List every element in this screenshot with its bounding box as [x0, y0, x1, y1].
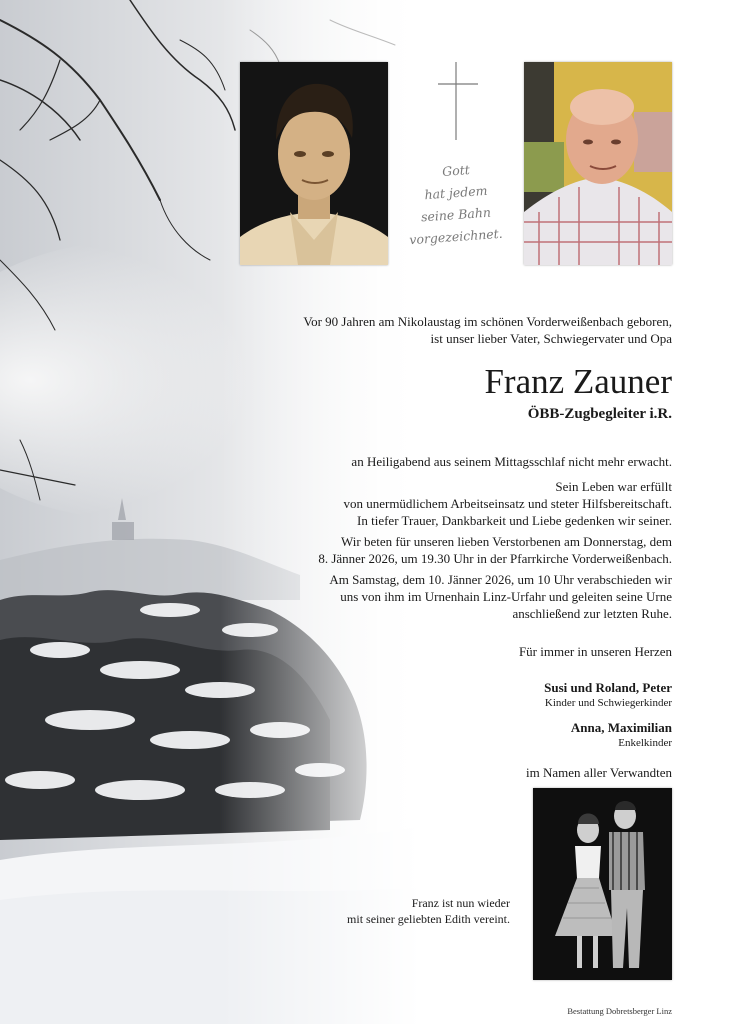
- motto-line: hat jedem: [424, 182, 488, 203]
- intro-line: ist unser lieber Vater, Schwiegervater und Opa: [430, 331, 672, 346]
- paragraph-line: Wir beten für unseren lieben Verstorbenen am Donnerstag, dem: [341, 534, 672, 549]
- portrait-young-photo: [240, 62, 388, 265]
- portrait-elderly-photo: [524, 62, 672, 265]
- funeral-home-credit: Bestattung Dobretsberger Linz: [567, 1006, 672, 1016]
- motto-line: Gott: [441, 162, 471, 179]
- mourner-names: Anna, Maximilian: [570, 720, 672, 735]
- mourner-relation: Kinder und Schwiegerkinder: [544, 697, 672, 709]
- mourner-group: [544, 679, 672, 710]
- paragraph-line: In tiefer Trauer, Dankbarkeit und Liebe gedenken wir seiner.: [357, 513, 672, 528]
- paragraph-prayer: [318, 533, 672, 567]
- photo-caption: [347, 895, 510, 927]
- motto-line: vorgezeichnet.: [408, 225, 504, 248]
- cross-icon: [438, 62, 478, 140]
- deceased-title: ÖBB-Zugbegleiter i.R.: [527, 406, 672, 422]
- paragraph-line: anschließend zur letzten Ruhe.: [512, 606, 672, 621]
- paragraph-life: [343, 478, 672, 529]
- paragraph-passing: an Heiligabend aus seinem Mittagsschlaf nicht mehr erwacht.: [351, 454, 672, 469]
- caption-line: mit seiner geliebten Edith vereint.: [347, 912, 510, 926]
- mourner-names: Susi und Roland, Peter: [544, 680, 672, 695]
- caption-line: Franz ist nun wieder: [411, 896, 510, 910]
- paragraph-line: Am Samstag, dem 10. Jänner 2026, um 10 Uhr verabschieden wir: [329, 572, 672, 587]
- closing-line: Für immer in unseren Herzen: [518, 644, 672, 659]
- couple-photo: [533, 788, 672, 980]
- intro-text: [303, 313, 672, 347]
- motto-verse: [396, 160, 516, 248]
- paragraph-line: von unermüdlichem Arbeitseinsatz und steter Hilfsbereitschaft.: [343, 496, 672, 511]
- deceased-name: Franz Zauner: [484, 362, 672, 401]
- motto-line: seine Bahn: [420, 204, 492, 225]
- intro-line: Vor 90 Jahren am Nikolaustag im schönen Vorderweißenbach geboren,: [303, 314, 672, 329]
- mourner-relation: Enkelkinder: [618, 737, 672, 749]
- relatives-line: im Namen aller Verwandten: [526, 765, 672, 780]
- paragraph-line: 8. Jänner 2026, um 19.30 Uhr in der Pfarrkirche Vorderweißenbach.: [318, 551, 672, 566]
- paragraph-line: Sein Leben war erfüllt: [555, 479, 672, 494]
- mourner-group: [571, 719, 672, 750]
- paragraph-line: uns von ihm im Urnenhain Linz-Urfahr und geleiten seine Urne: [340, 589, 672, 604]
- paragraph-farewell: [329, 571, 672, 622]
